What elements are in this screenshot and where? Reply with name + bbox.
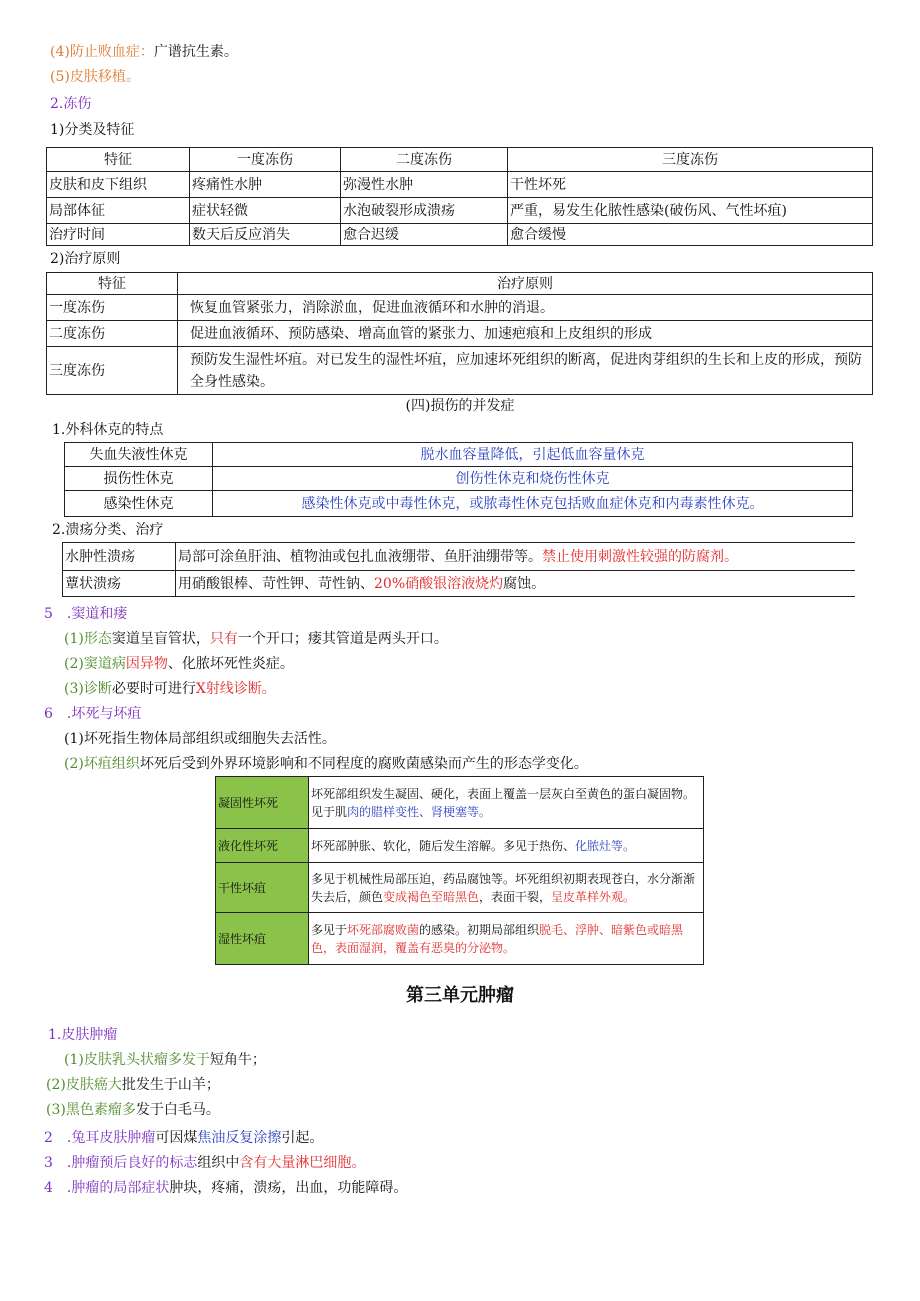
table-cell: 弥漫性水肿	[341, 172, 508, 198]
span: (2)坏疽组织	[64, 756, 140, 772]
span: 3	[44, 1155, 53, 1171]
shock-heading: 1.外科休克的特点	[52, 422, 164, 438]
span: .肿瘤预后良好的标志	[66, 1155, 198, 1171]
table-cell: 一度冻伤	[47, 295, 178, 321]
table-cell: 恢复血管紧张力，消除淤血，促进血液循环和水肿的消退。	[178, 295, 873, 321]
span: 含有大量淋巴细胞。	[239, 1155, 366, 1171]
span: 发于白毛马。	[135, 1102, 220, 1118]
span: (2)皮肤癌大	[46, 1077, 122, 1093]
table-cell: 干性坏死	[508, 172, 873, 198]
tumor-line-2	[46, 1075, 220, 1095]
span: 组织中	[197, 1155, 240, 1171]
table-cell: 严重，易发生化脓性感染(破伤风、气性坏疽)	[508, 198, 873, 224]
burn-item-4	[50, 42, 238, 62]
span: 可因煤	[155, 1130, 198, 1146]
tumor-item-4	[44, 1178, 407, 1198]
necrosis-table	[215, 776, 704, 965]
table-cell: 症状轻微	[190, 198, 341, 224]
span: 引起。	[281, 1130, 324, 1146]
tumor-item-2	[44, 1128, 323, 1148]
table-cell: 干性坏疽	[216, 863, 309, 913]
table-cell: 损伤性休克	[65, 467, 213, 491]
span: (1)皮肤乳头状瘤多发于	[64, 1052, 210, 1068]
table-cell: 蕈状溃疡	[63, 571, 176, 597]
table-cell: 失血失液性休克	[65, 443, 213, 467]
sinus-line-3	[64, 679, 276, 699]
table-cell: 促进血液循环、预防感染、增高血管的紧张力、加速疤痕和上皮组织的形成	[178, 321, 873, 347]
table-cell: 凝固性坏死	[216, 777, 309, 829]
span: 只有	[209, 631, 238, 647]
table-header: 二度冻伤	[341, 148, 508, 172]
sinus-line-2	[64, 654, 294, 674]
table-cell: 三度冻伤	[47, 347, 178, 395]
table-cell	[309, 863, 704, 913]
table-cell: 愈合缓慢	[508, 224, 873, 246]
necrosis-number: 6	[44, 706, 53, 722]
table-cell	[309, 777, 704, 829]
span: X射线诊断。	[195, 681, 276, 697]
frostbite-subheading-2: 2)治疗原则	[50, 251, 121, 267]
table-cell	[309, 829, 704, 863]
ulcer-highlight: 20%硝酸银溶液烧灼	[374, 575, 504, 592]
table-header: 一度冻伤	[190, 148, 341, 172]
necrosis-heading	[44, 704, 141, 724]
table-cell: 脱水血容量降低，引起低血容量休克	[213, 443, 853, 467]
table-cell: 治疗时间	[47, 224, 190, 246]
ulcer-warning: 禁止使用刺激性较强的防腐剂。	[542, 548, 738, 565]
span: 呈皮革样外观。	[551, 889, 636, 904]
table-cell: 感染性休克或中毒性休克，或脓毒性休克包括败血症休克和内毒素性休克。	[213, 491, 853, 517]
frostbite-subheading-1: 1)分类及特征	[50, 122, 135, 138]
span: 2	[44, 1130, 53, 1146]
frostbite-treatment-table	[46, 272, 873, 395]
span: (1)形态	[64, 631, 112, 647]
span: 、化脓坏死性炎症。	[167, 656, 294, 672]
table-cell	[176, 571, 856, 597]
tumor-line-1	[64, 1050, 266, 1070]
table-cell: 预防发生湿性坏疽。对已发生的湿性坏疽，应加速坏死组织的断离，促进肉芽组织的生长和上皮的形成，预防全身性感染。	[178, 347, 873, 395]
table-cell: 感染性休克	[65, 491, 213, 517]
sinus-heading	[44, 604, 127, 624]
table-cell: 水肿性溃疡	[63, 543, 176, 571]
tumor-item-3	[44, 1153, 365, 1173]
burn-item-4-label: (4)防止败血症：	[50, 44, 154, 60]
span: (2)窦道病	[64, 656, 126, 672]
sinus-line-1	[64, 629, 448, 649]
ulcer-text: 局部可涂鱼肝油、植物油或包扎血液绷带、鱼肝油绷带等。	[178, 548, 542, 565]
ulcer-text: 用硝酸银棒、苛性钾、苛性钠、	[178, 575, 374, 592]
table-cell: 液化性坏死	[216, 829, 309, 863]
table-cell: 创伤性休克和烧伤性休克	[213, 467, 853, 491]
ulcer-tail: 腐蚀。	[503, 575, 546, 592]
table-cell	[176, 543, 856, 571]
span: 化脓灶等。	[575, 838, 636, 853]
span: 批发生于山羊；	[121, 1077, 220, 1093]
unit-title: 第三单元肿瘤	[406, 985, 514, 1006]
table-cell: 湿性坏疽	[216, 913, 309, 965]
span: 多见于	[311, 922, 348, 937]
table-cell: 水泡破裂形成溃疡	[341, 198, 508, 224]
span: 一个开口；瘘其管道是两头开口。	[237, 631, 448, 647]
table-cell: 愈合迟缓	[341, 224, 508, 246]
complications-title: (四)损伤的并发症	[405, 398, 515, 414]
burn-item-4-text: 广谱抗生素。	[153, 44, 238, 60]
span: 因异物	[125, 656, 168, 672]
necrosis-line-2	[64, 754, 588, 774]
span: 窦道呈盲管状，	[111, 631, 210, 647]
span: 坏死后受到外界环境影响和不同程度的腐败菌感染而产生的形态学变化。	[139, 756, 588, 772]
burn-item-5: (5)皮肤移植。	[50, 69, 140, 85]
ulcer-table	[62, 542, 855, 597]
table-header: 特征	[47, 148, 190, 172]
span: 变成褐色至暗黑色	[383, 889, 480, 904]
table-cell: 数天后反应消失	[190, 224, 341, 246]
sinus-number: 5	[44, 606, 53, 622]
span: (3)诊断	[64, 681, 112, 697]
table-cell: 局部体征	[47, 198, 190, 224]
table-header: 三度冻伤	[508, 148, 873, 172]
span: (3)黑色素瘤多	[46, 1102, 136, 1118]
table-header: 治疗原则	[178, 273, 873, 295]
span: 脱毛、浮肿、暗紫色或暗黑色，表面湿润，覆盖有恶臭的分泌物。	[311, 922, 684, 955]
span: 肉的腊样变性、肾梗塞等。	[347, 804, 492, 819]
span: ，表面干裂，	[479, 889, 552, 904]
span: 必要时可进行	[111, 681, 196, 697]
tumor-heading-1: 1.皮肤肿瘤	[48, 1027, 118, 1043]
necrosis-line-1: (1)坏死指生物体局部组织或细胞失去活性。	[64, 731, 336, 747]
frostbite-classification-table	[46, 147, 873, 246]
span: 4	[44, 1180, 53, 1196]
span: 焦油反复涂擦	[197, 1130, 282, 1146]
ulcer-heading: 2.溃疡分类、治疗	[52, 522, 164, 538]
table-header: 特征	[47, 273, 178, 295]
tumor-line-3	[46, 1100, 220, 1120]
frostbite-heading: 2.冻伤	[50, 96, 92, 112]
necrosis-title: .坏死与坏疽	[66, 706, 142, 722]
span: 肿块，疼痛，溃疡，出血，功能障碍。	[169, 1180, 408, 1196]
table-cell: 二度冻伤	[47, 321, 178, 347]
span: 多见于机械性局部压迫，药品腐蚀等。坏死组织初期表现苍白，水分渐渐失去后，颜色	[311, 871, 696, 904]
span: 坏死部腐败菌	[347, 922, 420, 937]
span: .肿瘤的局部症状	[66, 1180, 170, 1196]
table-cell: 疼痛性水肿	[190, 172, 341, 198]
table-cell	[309, 913, 704, 965]
table-cell: 皮肤和皮下组织	[47, 172, 190, 198]
span: 坏死部组织发生凝固、硬化，表面上覆盖一层灰白至黄色的蛋白凝固物。见于肌	[311, 786, 696, 819]
span: 坏死部肿胀、软化，随后发生溶解。多见于热伤、	[311, 838, 576, 853]
span: 的感染。初期局部组织	[419, 922, 540, 937]
span: .兔耳皮肤肿瘤	[66, 1130, 156, 1146]
sinus-title: .窦道和瘘	[66, 606, 128, 622]
span: 短角牛；	[209, 1052, 266, 1068]
shock-table	[64, 442, 853, 517]
